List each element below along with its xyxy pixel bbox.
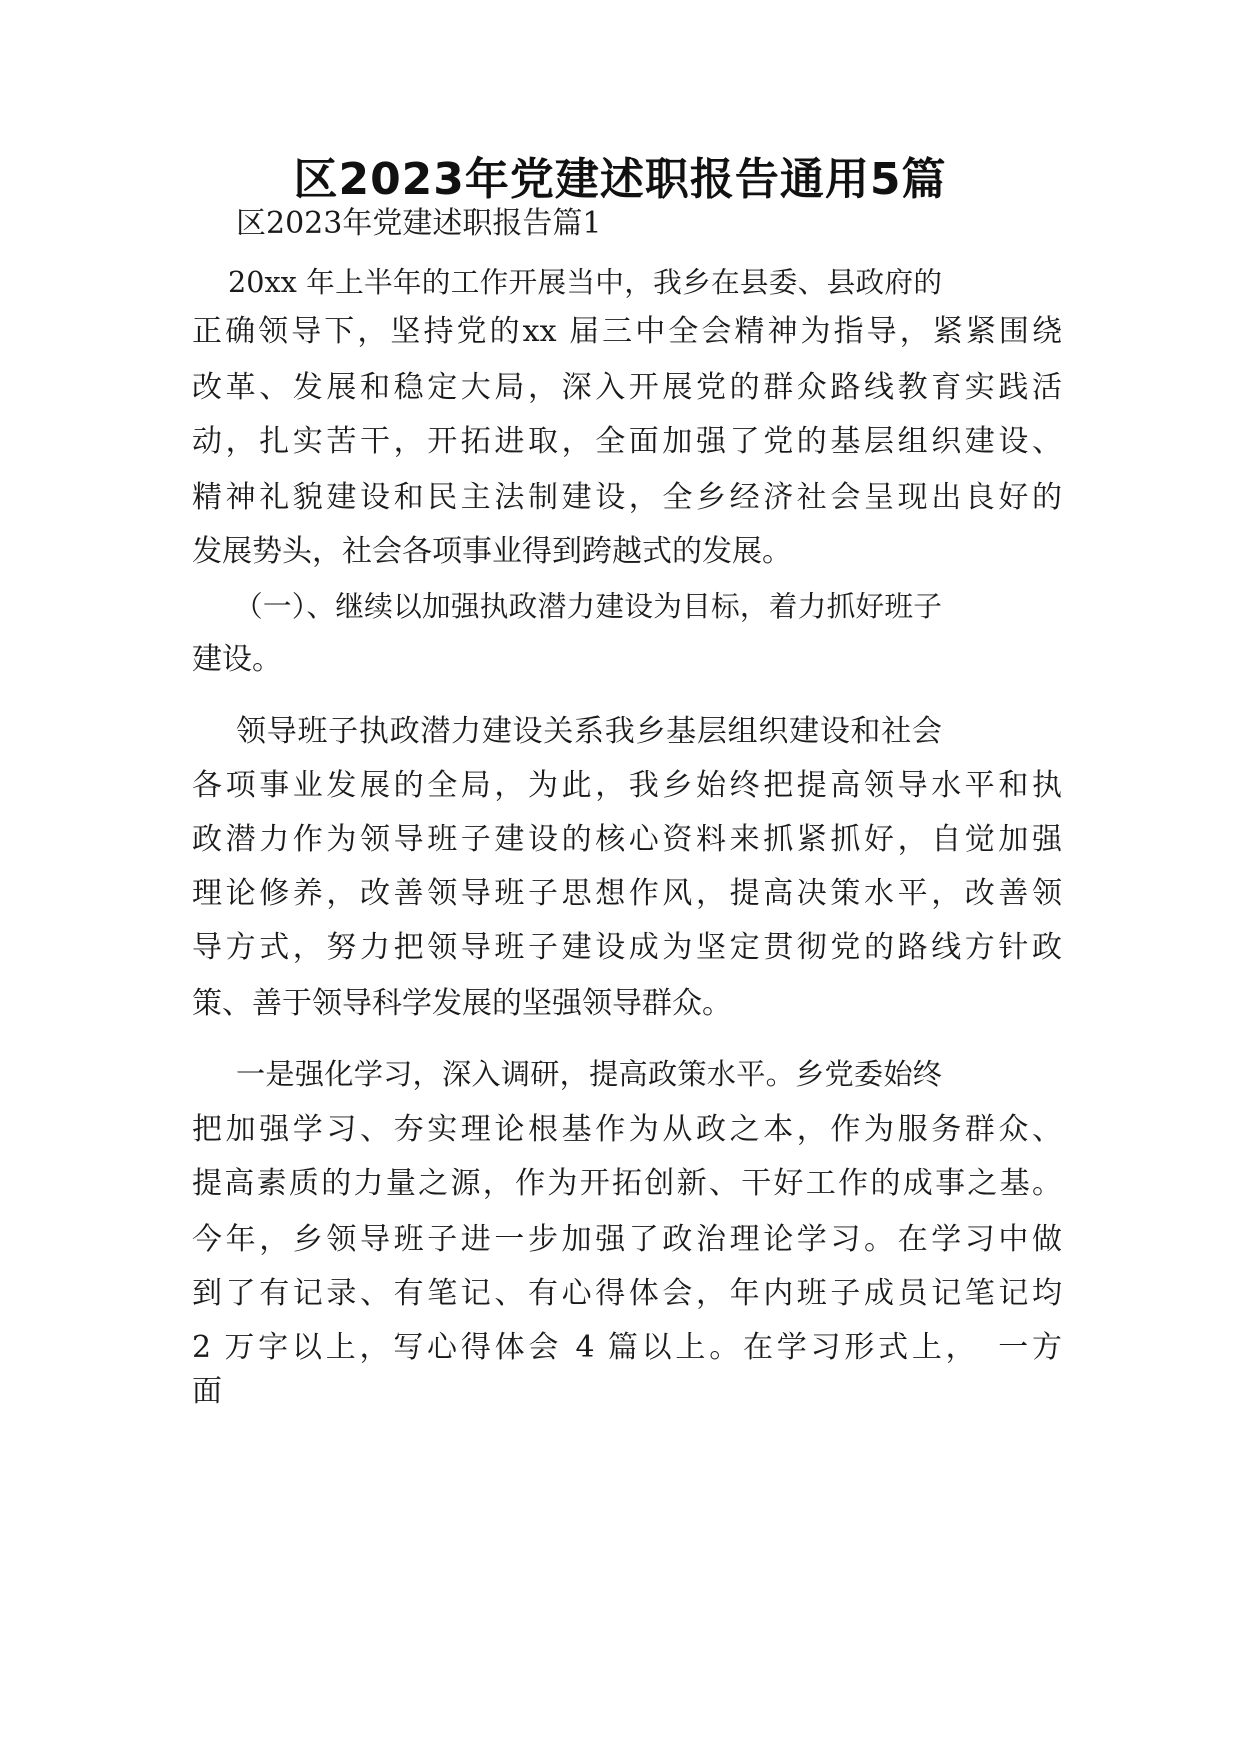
- paragraph-2-line-2: 建设。: [192, 642, 282, 677]
- paragraph-1-line-3: 改革、发展和稳定大局，深入开展党的群众路线教育实践活: [192, 370, 1062, 405]
- paragraph-1-line-6: 发展势头，社会各项事业得到跨越式的发展。: [192, 534, 792, 569]
- paragraph-3-line-6: 策、善于领导科学发展的坚强领导群众。: [192, 986, 732, 1021]
- paragraph-4-line-1: 一是强化学习，深入调研，提高政策水平。乡党委始终: [236, 1057, 942, 1091]
- paragraph-3-line-5: 导方式，努力把领导班子建设成为坚定贯彻党的路线方针政: [192, 930, 1062, 965]
- paragraph-4-line-5: 到了有记录、有笔记、有心得体会，年内班子成员记笔记均: [192, 1276, 1062, 1311]
- paragraph-3-line-4: 理论修养，改善领导班子思想作风，提高决策水平，改善领: [192, 876, 1062, 911]
- paragraph-3-line-1: 领导班子执政潜力建设关系我乡基层组织建设和社会: [236, 714, 942, 749]
- paragraph-2-line-1: （一）、继续以加强执政潜力建设为目标，着力抓好班子: [234, 589, 942, 623]
- paragraph-1-line-5: 精神礼貌建设和民主法制建设，全乡经济社会呈现出良好的: [192, 480, 1062, 515]
- section-heading: 区2023年党建述职报告篇1: [236, 206, 602, 241]
- paragraph-4-line-4: 今年，乡领导班子进一步加强了政治理论学习。在学习中做: [192, 1222, 1062, 1257]
- paragraph-4-line-7: 面: [192, 1374, 222, 1409]
- paragraph-4-line-2: 把加强学习、夯实理论根基作为从政之本，作为服务群众、: [192, 1112, 1062, 1147]
- document-title: 区2023年党建述职报告通用5篇: [293, 154, 947, 205]
- paragraph-1-line-1: 20xx 年上半年的工作开展当中，我乡在县委、县政府的: [228, 265, 942, 299]
- paragraph-1-line-4: 动，扎实苦干，开拓进取，全面加强了党的基层组织建设、: [192, 424, 1062, 459]
- paragraph-3-line-2: 各项事业发展的全局，为此，我乡始终把提高领导水平和执: [192, 768, 1062, 803]
- paragraph-4-line-3: 提高素质的力量之源，作为开拓创新、干好工作的成事之基。: [192, 1166, 1062, 1201]
- paragraph-1-line-2: 正确领导下，坚持党的xx 届三中全会精神为指导，紧紧围绕: [192, 314, 1062, 349]
- paragraph-4-line-6: 2 万字以上，写心得体会 4 篇以上。在学习形式上， 一方: [192, 1330, 1062, 1365]
- paragraph-3-line-3: 政潜力作为领导班子建设的核心资料来抓紧抓好，自觉加强: [192, 822, 1062, 857]
